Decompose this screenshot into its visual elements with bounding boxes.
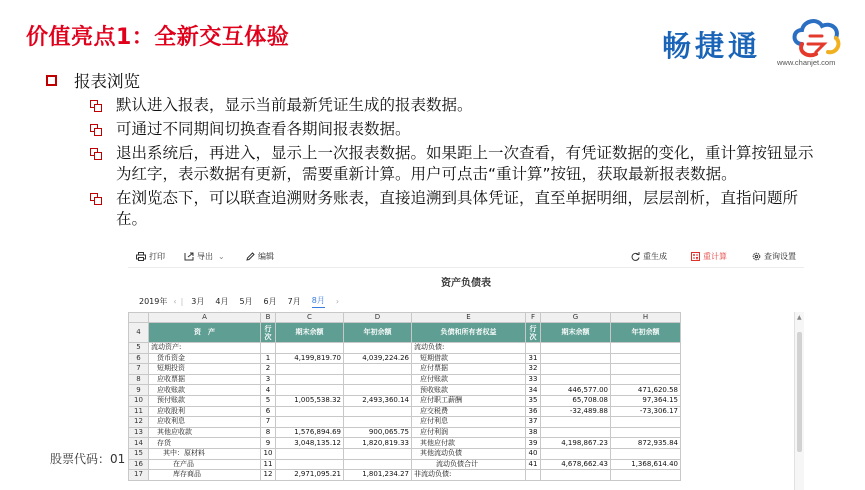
row-number: 4 <box>129 323 149 343</box>
sub-bullet-list <box>90 95 820 233</box>
table-row <box>129 353 681 364</box>
header-cell-line-no: 行次 <box>261 323 276 343</box>
sub-bullet <box>90 188 820 230</box>
row-number: 8 <box>129 374 149 385</box>
report-toolbar <box>128 244 804 268</box>
table-row <box>129 406 681 417</box>
balance-sheet-table <box>128 312 681 481</box>
printer-icon <box>136 252 146 261</box>
cell-begin-balance[interactable] <box>344 364 412 375</box>
sub-bullet <box>90 143 820 185</box>
table-row <box>129 459 681 470</box>
row-number: 9 <box>129 385 149 396</box>
logo-char-2: 捷 <box>695 29 729 63</box>
cell-line-no[interactable]: 37 <box>526 417 541 428</box>
row-number: 12 <box>129 417 149 428</box>
print-label: 打印 <box>149 252 165 261</box>
cell-asset-name[interactable]: 流动资产: <box>149 343 261 354</box>
sub-bullet <box>90 95 820 116</box>
cell-begin-balance[interactable] <box>611 364 681 375</box>
cell-end-balance[interactable] <box>541 470 611 481</box>
cell-line-no[interactable]: 35 <box>526 395 541 406</box>
cell-end-balance[interactable] <box>276 417 344 428</box>
header-cell-begin-balance: 年初余额 <box>611 323 681 343</box>
cell-asset-name[interactable]: 应收账款 <box>149 385 261 396</box>
header-cell-begin-balance: 年初余额 <box>344 323 412 343</box>
cell-line-no[interactable]: 12 <box>261 470 276 481</box>
column-letter[interactable]: B <box>261 313 276 323</box>
column-letter[interactable]: C <box>276 313 344 323</box>
period-tab[interactable]: 6月 <box>263 296 277 306</box>
vertical-scrollbar[interactable] <box>794 312 804 490</box>
cell-begin-balance[interactable] <box>344 459 412 470</box>
cell-begin-balance[interactable]: 900,065.75 <box>344 427 412 438</box>
calculator-icon <box>691 252 700 261</box>
column-letter[interactable]: F <box>526 313 541 323</box>
cell-line-no[interactable]: 38 <box>526 427 541 438</box>
cell-end-balance[interactable] <box>276 385 344 396</box>
cell-line-no[interactable]: 10 <box>261 448 276 459</box>
cell-begin-balance[interactable] <box>611 374 681 385</box>
cell-end-balance[interactable]: 4,678,662.43 <box>541 459 611 470</box>
chevron-right-icon[interactable]: › <box>335 296 340 306</box>
column-letter[interactable]: D <box>344 313 412 323</box>
cell-asset-name[interactable]: 库存商品 <box>149 470 261 481</box>
table-row <box>129 343 681 354</box>
cell-end-balance[interactable] <box>541 448 611 459</box>
report-title: 资产负债表 <box>441 278 491 289</box>
period-tab[interactable]: 5月 <box>239 296 253 306</box>
cell-liability-name[interactable]: 流动负债合计 <box>412 459 526 470</box>
column-letter[interactable]: G <box>541 313 611 323</box>
square-bullet-icon <box>46 75 57 86</box>
main-bullet <box>46 68 140 92</box>
cell-end-balance[interactable] <box>541 343 611 354</box>
sub-bullet-text: 在浏览态下，可以联查追溯财务账表，直接追溯到具体凭证，直至单据明细，层层剖析，直指问题所在。 <box>116 189 799 228</box>
cell-line-no[interactable]: 9 <box>261 438 276 449</box>
table-row <box>129 438 681 449</box>
table-row <box>129 364 681 375</box>
cell-end-balance[interactable]: 65,708.08 <box>541 395 611 406</box>
cell-end-balance[interactable]: 2,971,095.21 <box>276 470 344 481</box>
cell-end-balance[interactable] <box>276 343 344 354</box>
cell-liability-name[interactable]: 其他流动负债 <box>412 448 526 459</box>
cell-end-balance[interactable] <box>541 374 611 385</box>
bullet-icon <box>90 124 101 135</box>
recalculate-label: 重计算 <box>703 252 727 261</box>
row-number: 11 <box>129 406 149 417</box>
cell-asset-name[interactable]: 短期投资 <box>149 364 261 375</box>
corner-cell <box>129 313 149 323</box>
export-label: 导出 <box>197 252 213 261</box>
cell-begin-balance[interactable]: -73,306.17 <box>611 406 681 417</box>
cell-line-no[interactable]: 2 <box>261 364 276 375</box>
cell-liability-name[interactable]: 应付账款 <box>412 374 526 385</box>
cell-line-no[interactable]: 34 <box>526 385 541 396</box>
period-selector <box>139 294 339 308</box>
cell-line-no[interactable]: 39 <box>526 438 541 449</box>
cell-end-balance[interactable] <box>541 353 611 364</box>
cell-begin-balance[interactable] <box>344 374 412 385</box>
row-number: 6 <box>129 353 149 364</box>
period-tab[interactable]: 3月 <box>191 296 205 306</box>
cell-line-no[interactable]: 41 <box>526 459 541 470</box>
header-cell-assets: 资 产 <box>149 323 261 343</box>
sub-bullet <box>90 119 820 140</box>
gear-icon <box>752 252 761 261</box>
logo-char-1: 畅 <box>662 29 696 63</box>
cell-asset-name[interactable]: 应收股利 <box>149 406 261 417</box>
cell-begin-balance[interactable]: 872,935.84 <box>611 438 681 449</box>
table-row <box>129 374 681 385</box>
cell-line-no[interactable]: 5 <box>261 395 276 406</box>
row-number: 7 <box>129 364 149 375</box>
cell-end-balance[interactable] <box>541 417 611 428</box>
sub-bullet-text: 可通过不同期间切换查看各期间报表数据。 <box>116 120 411 138</box>
column-letter[interactable]: H <box>611 313 681 323</box>
cell-liability-name[interactable]: 应付票据 <box>412 364 526 375</box>
cell-asset-name[interactable]: 在产品 <box>149 459 261 470</box>
cell-liability-name[interactable]: 流动负债: <box>412 343 526 354</box>
cell-begin-balance[interactable] <box>344 406 412 417</box>
cell-end-balance[interactable]: 3,048,135.12 <box>276 438 344 449</box>
table-row <box>129 417 681 428</box>
refresh-icon <box>631 252 640 261</box>
cell-line-no[interactable]: 7 <box>261 417 276 428</box>
cell-line-no[interactable]: 1 <box>261 353 276 364</box>
cell-end-balance[interactable] <box>276 448 344 459</box>
cell-end-balance[interactable] <box>276 364 344 375</box>
cell-asset-name[interactable]: 货币资金 <box>149 353 261 364</box>
period-tab-active[interactable]: 8月 <box>312 295 325 308</box>
cell-asset-name[interactable]: 其中：原材料 <box>149 448 261 459</box>
table-header-row <box>129 323 681 343</box>
cell-end-balance[interactable] <box>276 459 344 470</box>
cell-liability-name[interactable]: 应付职工薪酬 <box>412 395 526 406</box>
cell-liability-name[interactable]: 其他应付款 <box>412 438 526 449</box>
cell-line-no[interactable]: 6 <box>261 406 276 417</box>
cell-begin-balance[interactable]: 471,620.58 <box>611 385 681 396</box>
cell-begin-balance[interactable] <box>344 448 412 459</box>
cell-begin-balance[interactable]: 1,368,614.40 <box>611 459 681 470</box>
cell-end-balance[interactable]: 4,198,867.23 <box>541 438 611 449</box>
sub-bullet-text: 退出系统后，再进入，显示上一次报表数据。如果距上一次查看，有凭证数据的变化，重计算按钮显示为红字，表示数据有更新，需要重新计算。用户可点击“重计算”按钮，获取最新报表数据。 <box>116 144 814 183</box>
bullet-icon <box>90 148 101 159</box>
chevron-down-icon: ⌄ <box>218 252 225 261</box>
cell-begin-balance[interactable]: 1,820,819.33 <box>344 438 412 449</box>
row-number: 17 <box>129 470 149 481</box>
cell-line-no[interactable]: 31 <box>526 353 541 364</box>
cell-end-balance[interactable]: -32,489.88 <box>541 406 611 417</box>
cell-end-balance[interactable] <box>276 374 344 385</box>
query-settings-button[interactable] <box>752 251 796 262</box>
cell-line-no[interactable]: 40 <box>526 448 541 459</box>
cell-asset-name[interactable]: 预付账款 <box>149 395 261 406</box>
column-letter[interactable]: A <box>149 313 261 323</box>
export-icon <box>184 252 194 261</box>
logo-url: www.chanjet.com <box>777 58 836 67</box>
cell-asset-name[interactable]: 存货 <box>149 438 261 449</box>
column-letter[interactable]: E <box>412 313 526 323</box>
cell-begin-balance[interactable]: 2,493,360.14 <box>344 395 412 406</box>
cell-line-no[interactable]: 11 <box>261 459 276 470</box>
regenerate-label: 重生成 <box>643 252 667 261</box>
cell-line-no[interactable]: 3 <box>261 374 276 385</box>
cell-liability-name[interactable]: 短期借款 <box>412 353 526 364</box>
cell-begin-balance[interactable] <box>611 417 681 428</box>
cell-liability-name[interactable]: 非流动负债: <box>412 470 526 481</box>
column-header-row <box>129 313 681 323</box>
cell-line-no[interactable]: 32 <box>526 364 541 375</box>
row-number: 15 <box>129 448 149 459</box>
cell-liability-name[interactable]: 预收账款 <box>412 385 526 396</box>
cell-end-balance[interactable] <box>541 364 611 375</box>
cell-begin-balance[interactable] <box>611 470 681 481</box>
cell-asset-name[interactable]: 应收利息 <box>149 417 261 428</box>
period-tab[interactable]: 4月 <box>215 296 229 306</box>
cell-line-no[interactable]: 36 <box>526 406 541 417</box>
row-number: 13 <box>129 427 149 438</box>
year-select[interactable]: 2019年 <box>139 296 168 306</box>
cell-asset-name[interactable]: 应收票据 <box>149 374 261 385</box>
chanjet-logo <box>662 14 852 72</box>
edit-button[interactable] <box>246 251 274 262</box>
sub-bullet-text: 默认进入报表，显示当前最新凭证生成的报表数据。 <box>116 96 473 114</box>
cell-line-no[interactable] <box>526 343 541 354</box>
cell-liability-name[interactable]: 应交税费 <box>412 406 526 417</box>
cell-asset-name[interactable]: 其他应收款 <box>149 427 261 438</box>
cell-begin-balance[interactable] <box>344 343 412 354</box>
logo-char-3: 通 <box>728 29 762 63</box>
report-app-screenshot <box>128 244 804 490</box>
pencil-icon <box>246 252 255 261</box>
table-row <box>129 427 681 438</box>
cell-line-no[interactable] <box>261 343 276 354</box>
cloud-logo-icon <box>788 14 844 62</box>
scrollbar-thumb[interactable] <box>797 332 802 452</box>
table-row <box>129 448 681 459</box>
cell-end-balance[interactable] <box>541 427 611 438</box>
edit-label: 编辑 <box>258 252 274 261</box>
row-number: 5 <box>129 343 149 354</box>
bullet-icon <box>90 100 101 111</box>
cell-end-balance[interactable] <box>276 406 344 417</box>
row-number: 10 <box>129 395 149 406</box>
cell-begin-balance[interactable] <box>611 343 681 354</box>
cell-end-balance[interactable]: 1,576,894.69 <box>276 427 344 438</box>
header-cell-end-balance: 期末余额 <box>276 323 344 343</box>
stock-code: 股票代码：01 <box>50 452 126 466</box>
cell-begin-balance[interactable] <box>611 353 681 364</box>
cell-begin-balance[interactable] <box>611 427 681 438</box>
cell-liability-name[interactable]: 应付利润 <box>412 427 526 438</box>
cell-begin-balance[interactable]: 1,801,234.27 <box>344 470 412 481</box>
cell-begin-balance[interactable]: 4,039,224.26 <box>344 353 412 364</box>
row-number: 14 <box>129 438 149 449</box>
header-cell-end-balance: 期末余额 <box>541 323 611 343</box>
cell-begin-balance[interactable]: 97,364.15 <box>611 395 681 406</box>
slide-title: 价值亮点1：全新交互体验 <box>26 25 290 50</box>
query-settings-label: 查询设置 <box>764 252 796 261</box>
main-bullet-text: 报表浏览 <box>74 72 140 91</box>
export-button[interactable] <box>184 251 225 262</box>
regenerate-button[interactable] <box>631 251 667 262</box>
cell-begin-balance[interactable] <box>611 448 681 459</box>
cell-begin-balance[interactable] <box>344 417 412 428</box>
table-row <box>129 395 681 406</box>
cell-end-balance[interactable]: 1,005,538.32 <box>276 395 344 406</box>
cell-liability-name[interactable]: 应付利息 <box>412 417 526 428</box>
cell-line-no[interactable]: 33 <box>526 374 541 385</box>
divider: | <box>180 296 184 306</box>
bullet-icon <box>90 193 101 204</box>
cell-line-no[interactable] <box>526 470 541 481</box>
header-cell-liabilities: 负债和所有者权益 <box>412 323 526 343</box>
chevron-left-icon[interactable]: ‹ <box>173 296 177 306</box>
cell-begin-balance[interactable] <box>344 385 412 396</box>
table-row <box>129 470 681 481</box>
period-tab[interactable]: 7月 <box>287 296 301 306</box>
table-row <box>129 385 681 396</box>
print-button[interactable] <box>136 251 165 262</box>
cell-end-balance[interactable]: 446,577.00 <box>541 385 611 396</box>
recalculate-button[interactable] <box>691 251 727 262</box>
cell-line-no[interactable]: 8 <box>261 427 276 438</box>
header-cell-line-no: 行次 <box>526 323 541 343</box>
row-number: 16 <box>129 459 149 470</box>
scroll-up-icon[interactable]: ▲ <box>797 314 802 321</box>
cell-line-no[interactable]: 4 <box>261 385 276 396</box>
cell-end-balance[interactable]: 4,199,819.70 <box>276 353 344 364</box>
